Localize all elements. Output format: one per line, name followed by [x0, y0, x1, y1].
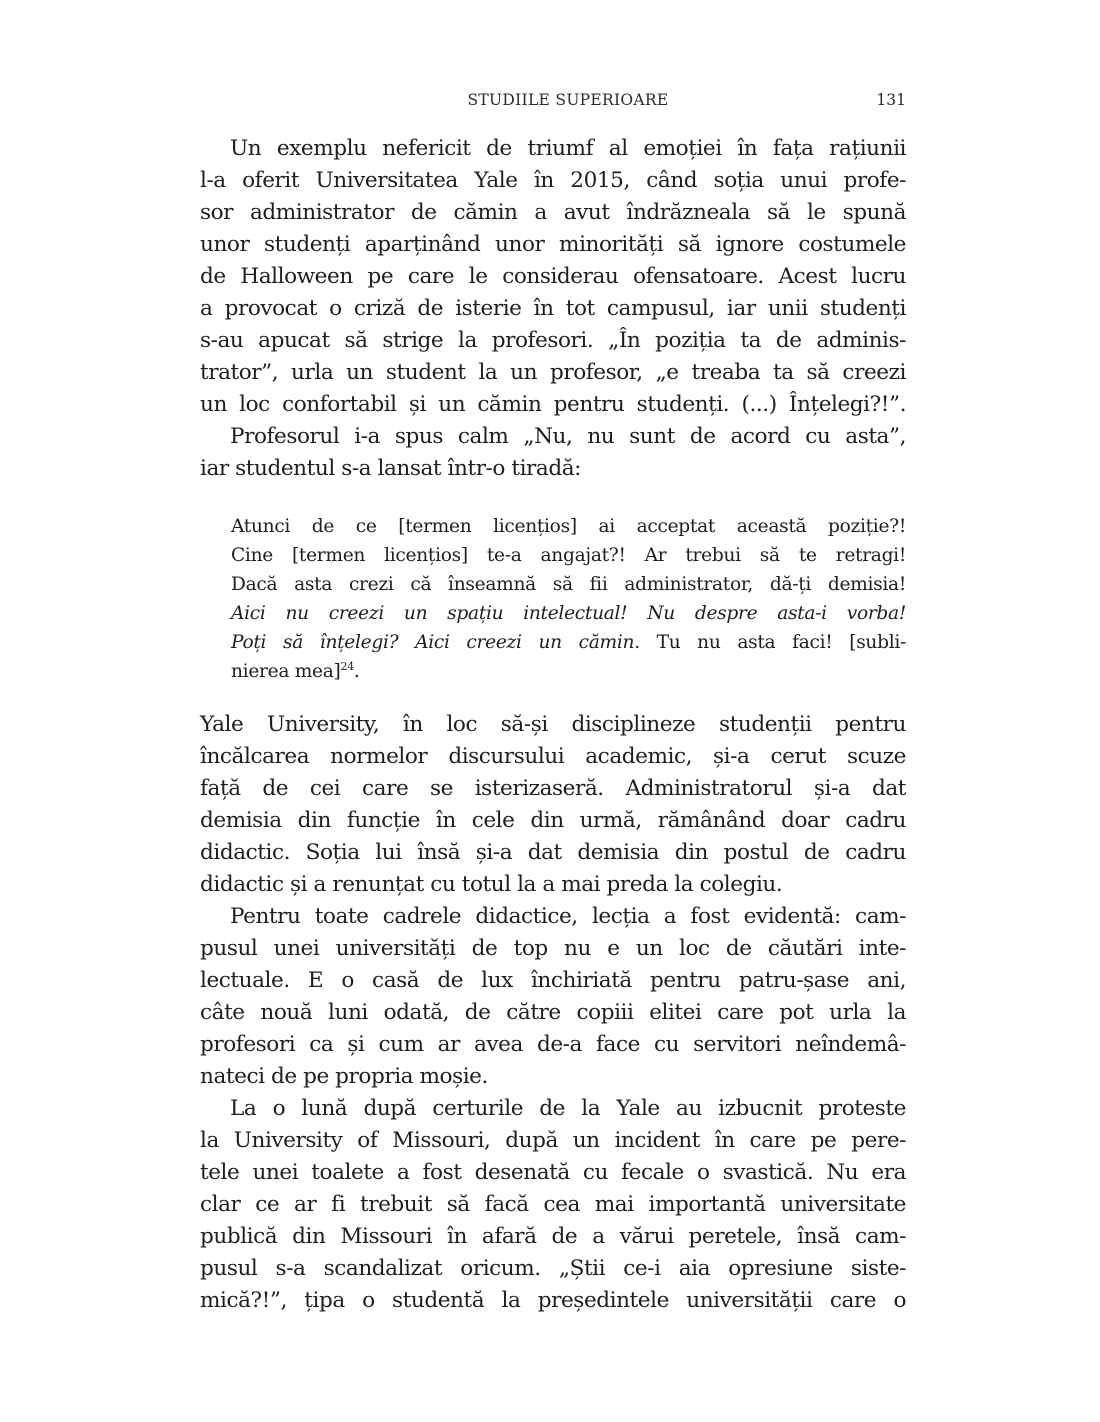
text-line: didactic. Soția lui însă și-a dat demisia din postul de cadru: [200, 840, 906, 865]
text-line: unor studenți aparținând unor minorități să ignore costumele: [200, 232, 906, 257]
text-line: a provocat o criză de isterie în tot campusul, iar unii studenți: [200, 296, 906, 321]
quote-line: [231, 599, 906, 628]
text-line: pusul unei universități de top nu e un loc de căutări inte-: [200, 936, 906, 961]
text-line: didactic și a renunțat cu totul la a mai preda la colegiu.: [200, 872, 783, 897]
text-line: Profesorul i-a spus calm „Nu, nu sunt de acord cu asta”,: [230, 424, 906, 449]
text-line: sor administrator de cămin a avut îndrăzneala să le spună: [200, 200, 906, 225]
emphasized-text: Poți să înțelegi? Aici creezi un cămin: [231, 632, 635, 653]
text-line: un loc confortabil și un cămin pentru studenți. (...) Înțelegi?!”.: [200, 392, 906, 417]
text-line: l-a oferit Universitatea Yale în 2015, când soția unui profe-: [200, 168, 906, 193]
text-line: publică din Missouri în afară de a vărui peretele, însă cam-: [200, 1224, 906, 1249]
quote-line: Atunci de ce [termen licențios] ai acceptat această poziție?!: [231, 516, 906, 537]
text-line: Un exemplu nefericit de triumf al emoției în fața rațiunii: [230, 136, 906, 161]
text-line: nateci de pe propria moșie.: [200, 1064, 488, 1089]
quote-text: .: [353, 661, 360, 682]
text-line: Pentru toate cadrele didactice, lecția a fost evidentă: cam-: [230, 904, 906, 929]
text-line: s-au apucat să strige la profesori. „În poziția ta de adminis-: [200, 328, 906, 353]
text-line: clar ce ar fi trebuit să facă cea mai importantă universitate: [200, 1192, 906, 1217]
emphasized-text: Aici nu creezi un spațiu intelectual! Nu despre asta-i vorba!: [231, 603, 906, 624]
running-head: STUDIILE SUPERIOARE: [467, 91, 669, 109]
text-line: demisia din funcție în cele din urmă, rămânând doar cadru: [200, 808, 906, 833]
text-line: de Halloween pe care le considerau ofensatoare. Acest lucru: [200, 264, 906, 289]
text-line: Yale University, în loc să-și disciplineze studenții pentru: [200, 712, 906, 737]
quote-line: [231, 628, 906, 657]
text-line: profesori ca și cum ar avea de-a face cu servitori neîndemâ-: [200, 1032, 906, 1057]
quote-text: . Tu nu asta faci! [subli-: [634, 632, 906, 653]
text-line: încălcarea normelor discursului academic, și-a cerut scuze: [200, 744, 906, 769]
text-line: pusul s-a scandalizat oricum. „Știi ce-i aia opresiune siste-: [200, 1256, 906, 1281]
text-line: La o lună după certurile de la Yale au izbucnit proteste: [230, 1096, 906, 1121]
page-number: 131: [876, 91, 906, 109]
text-line: trator”, urla un student la un profesor, „e treaba ta să creezi: [200, 360, 906, 385]
text-line: tele unei toalete a fost desenată cu fecale o svastică. Nu era: [200, 1160, 906, 1185]
page-header: [230, 91, 906, 115]
quote-line: [231, 657, 906, 686]
quote-text: nierea mea]: [231, 661, 341, 682]
text-line: la University of Missouri, după un incident în care pe pere-: [200, 1128, 906, 1153]
footnote-reference[interactable]: 24: [340, 660, 354, 673]
text-line: lectuale. E o casă de lux închiriată pentru patru-șase ani,: [200, 968, 906, 993]
text-line: câte nouă luni odată, de către copiii elitei care pot urla la: [200, 1000, 906, 1025]
text-line: mică?!”, țipa o studentă la președintele universității care o: [200, 1288, 906, 1313]
text-line: iar studentul s-a lansat într-o tiradă:: [200, 456, 581, 481]
text-line: față de cei care se isterizaseră. Administratorul și-a dat: [200, 776, 906, 801]
quote-line: Dacă asta crezi că înseamnă să fii administrator, dă-ți demisia!: [231, 574, 906, 595]
quote-line: Cine [termen licențios] te-a angajat?! Ar trebui să te retragi!: [231, 545, 906, 566]
